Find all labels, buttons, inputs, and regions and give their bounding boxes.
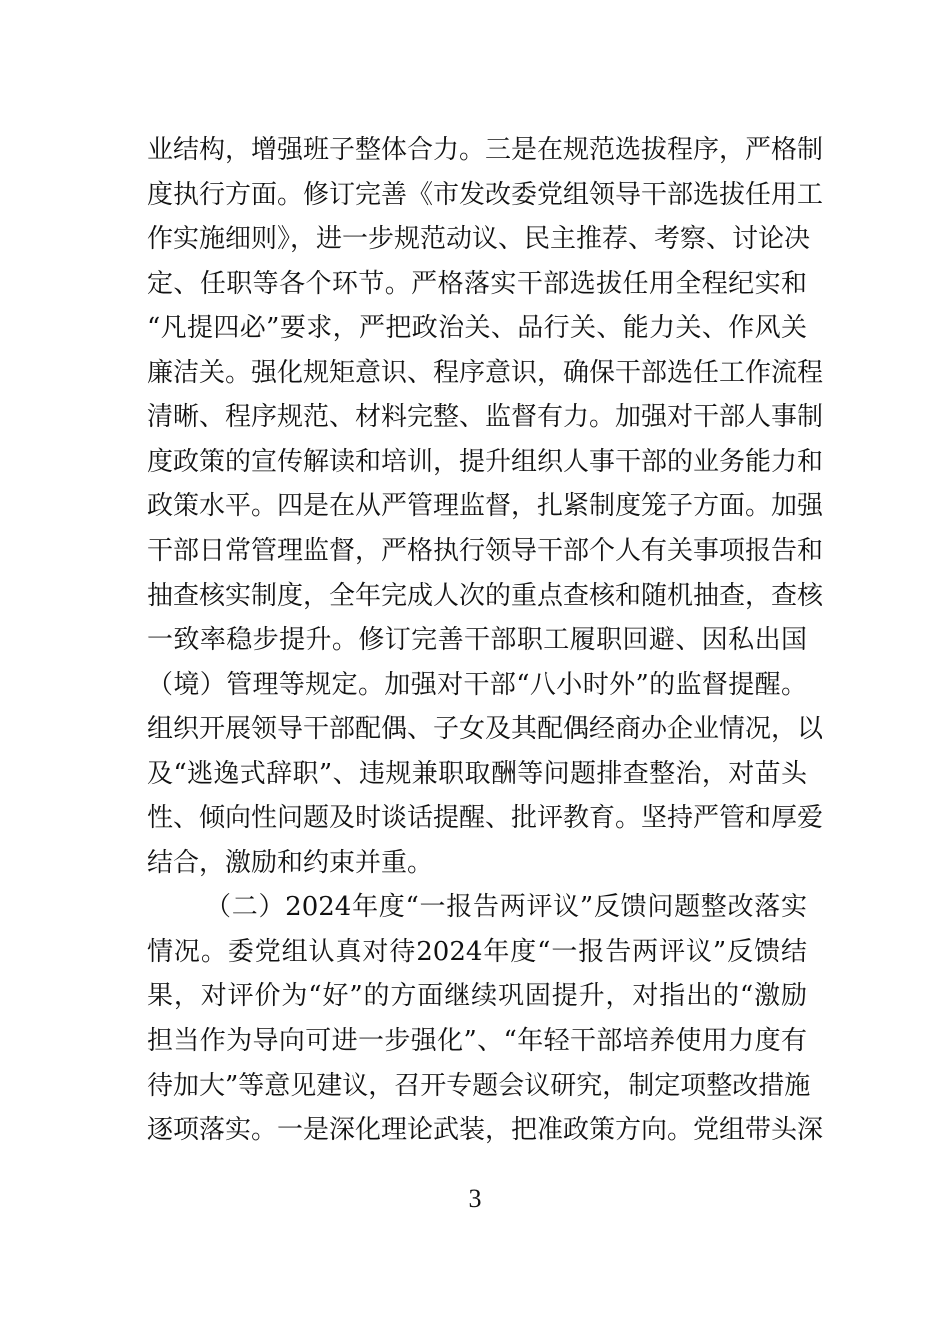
text-line: 清晰、程序规范、材料完整、监督有力。加强对干部人事制 — [147, 402, 824, 433]
text-line: 逐项落实。一是深化理论武装，把准政策方向。党组带头深 — [147, 1115, 824, 1146]
text-line: 业结构，增强班子整体合力。三是在规范选拔程序，严格制 — [147, 135, 824, 165]
text-line: 结合，激励和约束并重。 — [147, 847, 434, 878]
text-line: 干部日常管理监督，严格执行领导干部个人有关事项报告和 — [147, 535, 824, 566]
text-line: 一致率稳步提升。修订完善干部职工履职回避、因私出国 — [147, 625, 807, 656]
text-line: 度执行方面。修订完善《市发改委党组领导干部选拔任用工 — [147, 179, 824, 210]
text-line: 待加大”等意见建议，召开专题会议研究，制定项整改措施 — [147, 1070, 811, 1101]
text-line: 及“逃逸式辞职”、违规兼职取酬等问题排查整治，对苗头 — [147, 758, 807, 789]
text-line: 政策水平。四是在从严管理监督，扎紧制度笼子方面。加强 — [147, 491, 824, 522]
text-line: 定、任职等各个环节。严格落实干部选拔任用全程纪实和 — [147, 268, 807, 299]
text-line: 廉洁关。强化规矩意识、程序意识，确保干部选任工作流程 — [147, 357, 824, 388]
text-line: 担当作为导向可进一步强化”、“年轻干部培养使用力度有 — [147, 1026, 807, 1056]
text-line: “凡提四必”要求，严把政治关、品行关、能力关、作风关 — [147, 313, 807, 344]
text-line: 抽查核实制度，全年完成人次的重点查核和随机抽查，查核 — [147, 580, 824, 611]
text-line: 性、倾向性问题及时谈话提醒、批评教育。坚持严管和厚爱 — [147, 803, 824, 834]
text-line: （境）管理等规定。加强对干部“八小时外”的监督提醒。 — [147, 669, 807, 700]
text-line: 组织开展领导干部配偶、子女及其配偶经商办企业情况，以 — [147, 714, 824, 745]
page-number: 3 — [468, 1184, 482, 1213]
text-line: 作实施细则》，进一步规范动议、民主推荐、考察、讨论决 — [147, 224, 811, 255]
text-line: 度政策的宣传解读和培训，提升组织人事干部的业务能力和 — [147, 446, 824, 477]
text-line: 果，对评价为“好”的方面继续巩固提升，对指出的“激励 — [147, 981, 807, 1012]
text-line: 情况。委党组认真对待2024年度“一报告两评议”反馈结 — [147, 936, 807, 967]
section-heading-line: （二）2024年度“一报告两评议”反馈问题整改落实 — [205, 892, 807, 923]
